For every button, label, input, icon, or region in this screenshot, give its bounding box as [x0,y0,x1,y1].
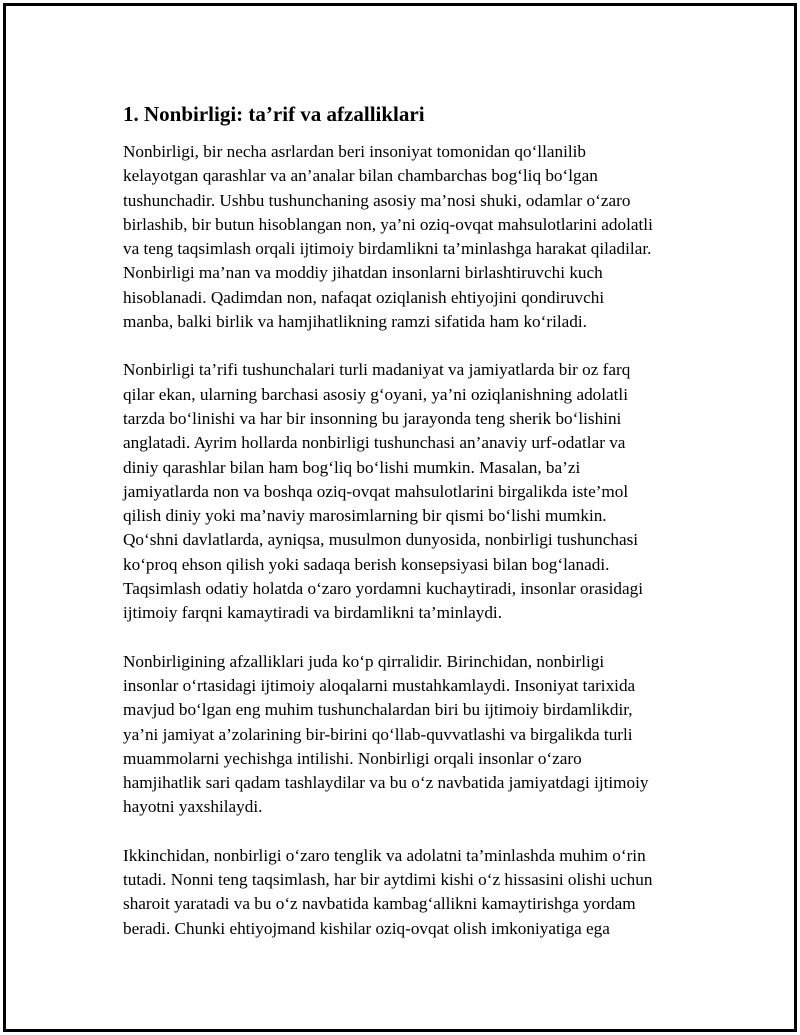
section-heading: 1. Nonbirligi: ta’rif va afzalliklari [123,102,425,126]
paragraph: Ikkinchidan, nonbirligi o‘zaro tenglik va adolatni ta’minlashda muhim o‘rin tutadi. Nonni teng taqsimlash, har bir aytdimi kishi o‘z hissasini olishi uchun sharoit yaratadi va bu o‘z navbatida kambag‘allikni kamaytirishga yordam beradi. Chunki ehtiyojmand kishilar oziq-ovqat olish imkoniyatiga ega [123,845,653,938]
paragraph: Nonbirligi, bir necha asrlardan beri insoniyat tomonidan qo‘llanilib kelayotgan qarashlar va an’analar bilan chambarchas bog‘liq bo‘lgan tushunchadir. Ushbu tushunchaning asosiy ma’nosi shuki, odamlar o‘zaro birlashib, bir butun hisoblangan non, ya’ni oziq-ovqat mahsulotlarini adolatli va teng taqsimlash orqali ijtimoiy birdamlikni ta’minlashga harakat qiladilar. Nonbirligi ma’nan va moddiy jihatdan insonlarni birlashtiruvchi kuch hisoblanadi. Qadimdan non, nafaqat oziqlanish ehtiyojini qondiruvchi manba, balki birlik va hamjihatlikning ramzi sifatida ham ko‘riladi. [123,142,653,332]
paragraph: Nonbirligi ta’rifi tushunchalari turli madaniyat va jamiyatlarda bir oz farq qilar ekan, ularning barchasi asosiy g‘oyani, ya’ni oziqlanishning adolatli tarzda bo‘linishi va har bir insonning bu jarayonda teng sherik bo‘lishini anglatadi. Ayrim hollarda nonbirligi tushunchasi an’anaviy urf-odatlar va diniy qarashlar bilan ham bog‘liq bo‘lishi mumkin. Masalan, ba’zi jamiyatlarda non va boshqa oziq-ovqat mahsulotlarini birgalikda iste’mol qilish diniy yoki ma’naviy marosimlarning bir qismi bo‘lishi mumkin. Qo‘shni davlatlarda, ayniqsa, musulmon dunyosida, nonbirligi tushunchasi ko‘proq ehson qilish yoki sadaqa berish konsepsiyasi bilan bog‘lanadi. Taqsimlash odatiy holatda o‘zaro yordamni kuchaytiradi, insonlar orasidagi ijtimoiy farqni kamaytiradi va birdamlikni ta’minlaydi. [123,360,644,623]
document-body [123,100,703,965]
paragraph: Nonbirligining afzalliklari juda ko‘p qirralidir. Birinchidan, nonbirligi insonlar o‘rtasidagi ijtimoiy aloqalarni mustahkamlaydi. Insoniyat tarixida mavjud bo‘lgan eng muhim tushunchalardan biri bu ijtimoiy birdamlikdir, ya’ni jamiyat a’zolarining bir-birini qo‘llab-quvvatlashi va birgalikda turli muammolarni yechishga intilishi. Nonbirligi orqali insonlar o‘zaro hamjihatlik sari qadam tashlaydilar va bu o‘z navbatida jamiyatdagi ijtimoiy hayotni yaxshilaydi. [123,651,649,817]
document-page [3,3,797,1032]
